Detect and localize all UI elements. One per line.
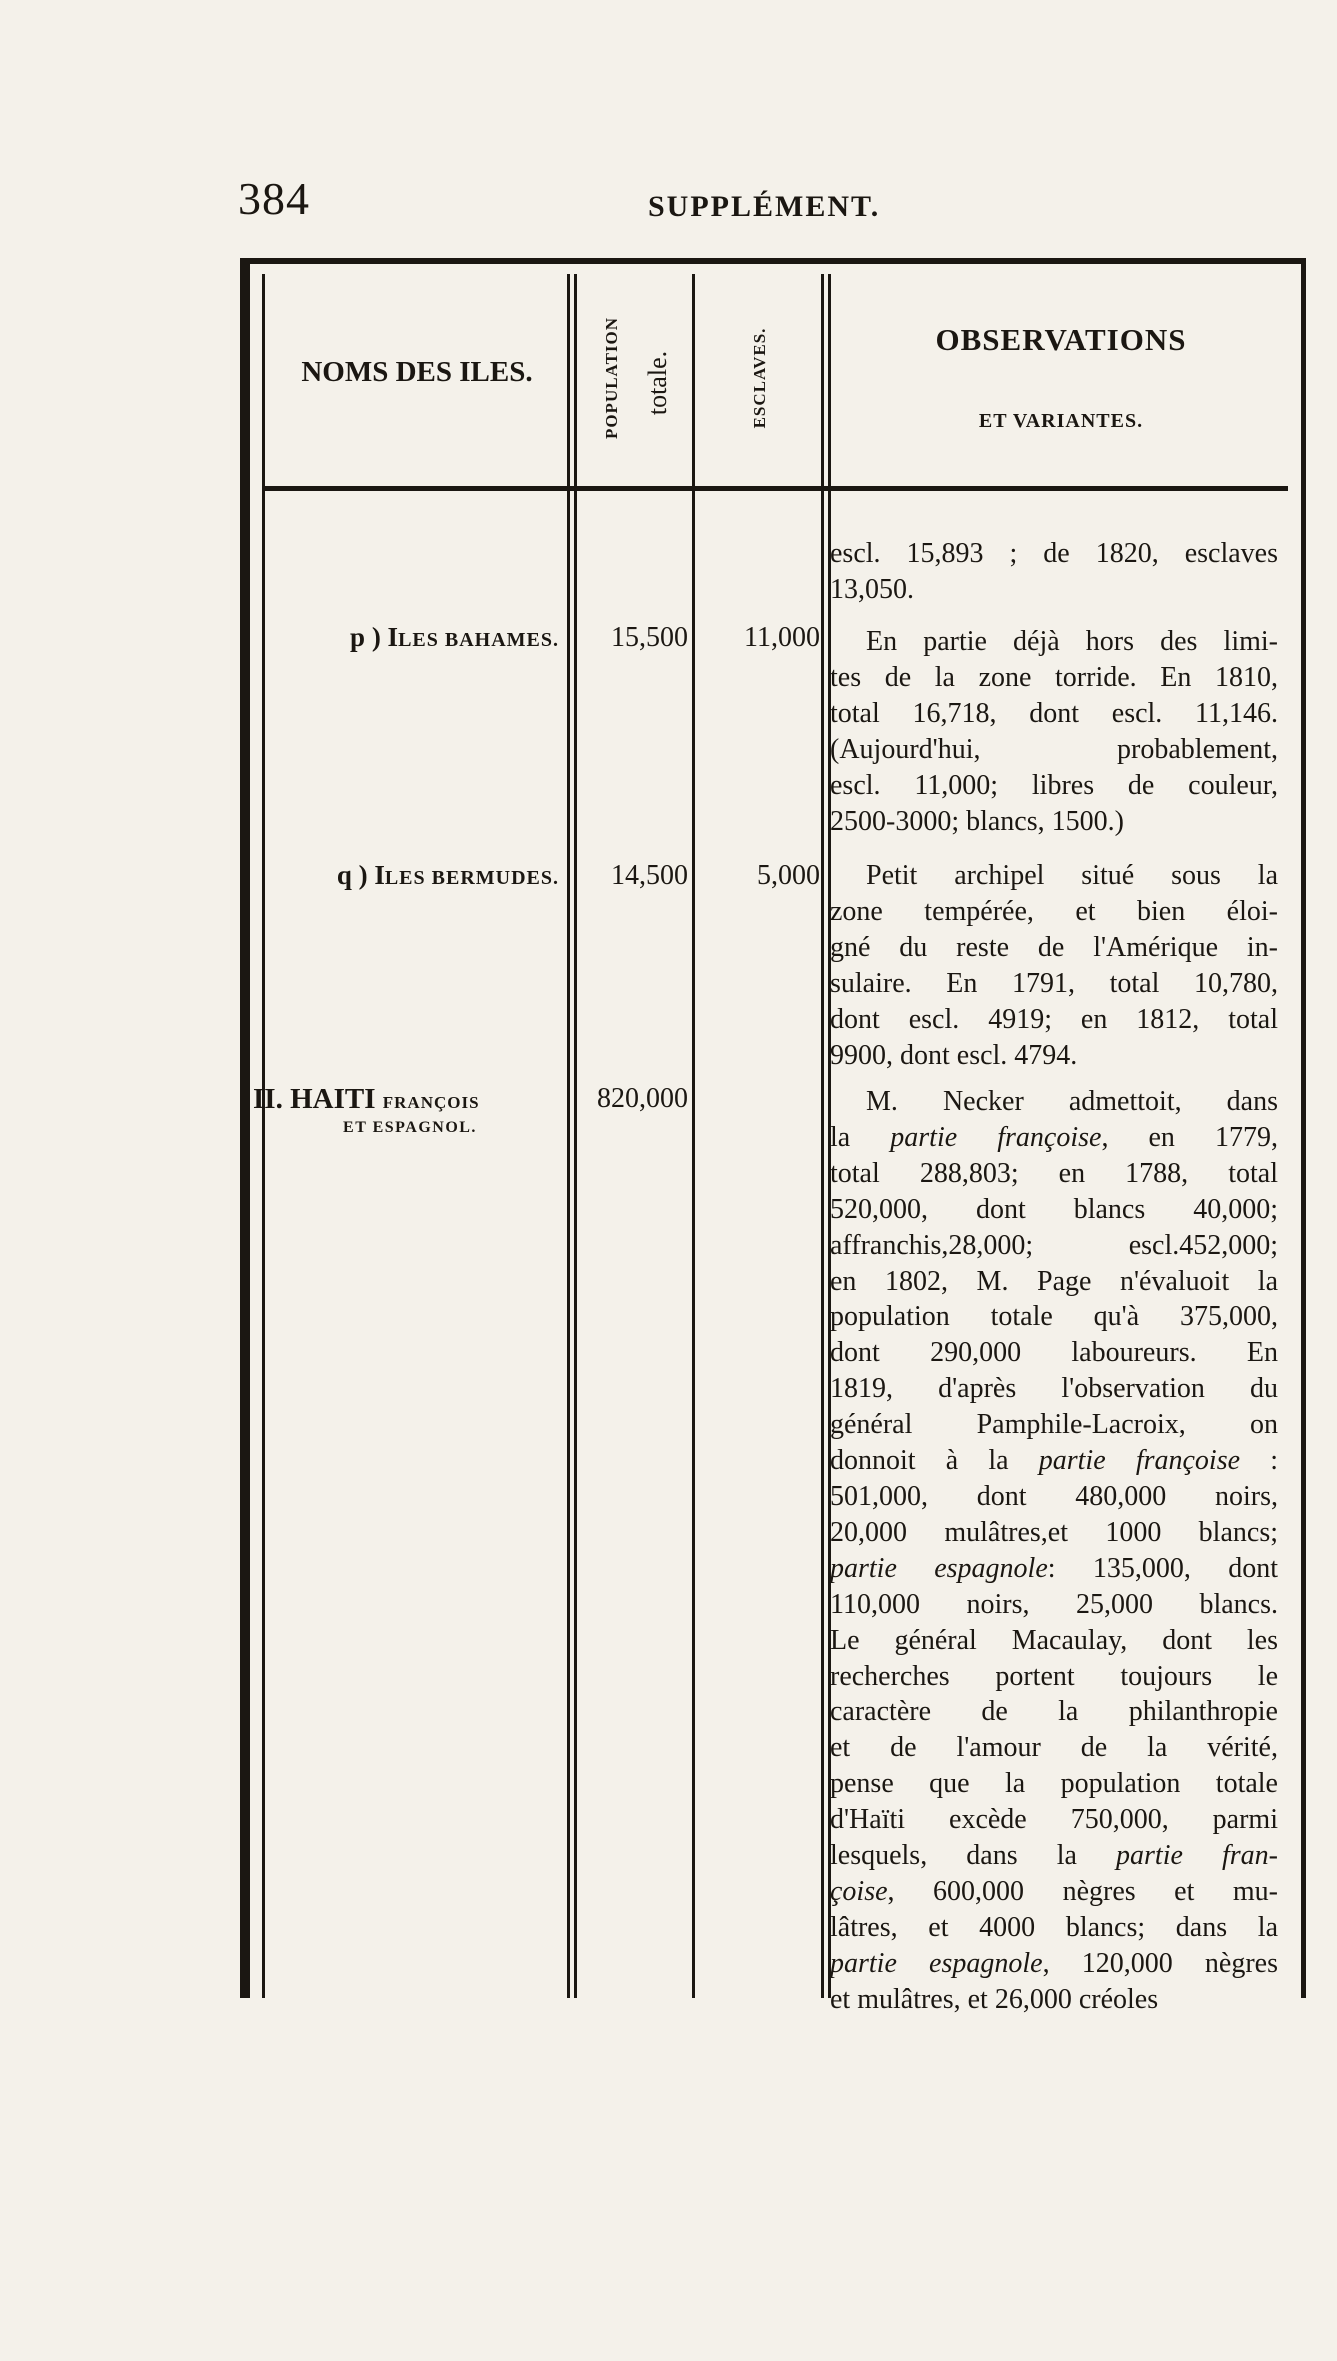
observation-line: sulaire. En 1791, total 10,780, [830, 967, 1278, 999]
column-rule [574, 274, 577, 1998]
header-rule [264, 486, 1288, 491]
observation-line: général Pamphile-Lacroix, on [830, 1409, 1278, 1441]
column-rule [567, 274, 570, 1998]
column-header-population: POPULATION [602, 316, 621, 440]
observation-line: total 16,718, dont escl. 11,146. [830, 697, 1278, 729]
observation-line: et mulâtres, et 26,000 créoles [830, 1983, 1159, 2015]
column-header-esclaves: ESCLAVES. [750, 327, 769, 429]
population-value: 820,000 [597, 1083, 688, 1114]
observation-line: (Aujourd'hui, probablement, [830, 733, 1278, 765]
observation-line: 520,000, dont blancs 40,000; [830, 1193, 1278, 1225]
population-value: 15,500 [611, 622, 688, 653]
column-header-names: NOMS DES ILES. [301, 356, 533, 388]
observation-line: partie espagnole: 135,000, dont [830, 1552, 1279, 1584]
column-rule [821, 274, 824, 1998]
observation-line: dont escl. 4919; en 1812, total [830, 1003, 1278, 1035]
observation-line: 2500-3000; blancs, 1500.) [830, 805, 1124, 837]
observation-line: lesquels, dans la partie fran- [830, 1840, 1278, 1872]
column-header-population-sub: totale. [643, 350, 672, 416]
esclaves-value: 11,000 [744, 622, 820, 653]
observation-line: escl. 11,000; libres de couleur, [830, 769, 1278, 801]
observation-line: 1819, d'après l'observation du [830, 1373, 1278, 1405]
observation-line: en 1802, M. Page n'évaluoit la [830, 1265, 1278, 1297]
observation-line: donnoit à la partie françoise : [830, 1445, 1278, 1477]
observation-line: tes de la zone torride. En 1810, [830, 661, 1278, 693]
column-header-observations: OBSERVATIONS [935, 322, 1187, 357]
observation-line: pense que la population totale [830, 1768, 1278, 1800]
observation-line: caractère de la philanthropie [830, 1696, 1278, 1728]
island-name-bahames: p ) ILES BAHAMES. [350, 622, 559, 652]
observation-line: çoise, 600,000 nègres et mu- [830, 1875, 1278, 1907]
observations-bermudes [830, 858, 1278, 1073]
observations-continuation [830, 536, 1278, 608]
column-header-observations-sub: ET VARIANTES. [978, 410, 1144, 432]
observation-line: escl. 15,893 ; de 1820, esclaves [830, 538, 1278, 569]
observation-line: 501,000, dont 480,000 noirs, [830, 1480, 1278, 1512]
observation-line: 20,000 mulâtres,et 1000 blancs; [830, 1516, 1278, 1548]
observation-line: M. Necker admettoit, dans [866, 1086, 1278, 1117]
column-rule [262, 274, 265, 1998]
observation-line: gné du reste de l'Amérique in- [830, 931, 1278, 963]
observation-line: partie espagnole, 120,000 nègres [830, 1947, 1279, 1979]
observation-line: dont 290,000 laboureurs. En [830, 1337, 1278, 1369]
observation-line: 9900, dont escl. 4794. [830, 1039, 1078, 1071]
observation-line: En partie déjà hors des limi- [866, 626, 1278, 657]
observation-line: 13,050. [830, 573, 914, 605]
observation-line: 110,000 noirs, 25,000 blancs. [830, 1588, 1278, 1620]
observation-line: et de l'amour de la vérité, [830, 1732, 1278, 1764]
observation-line: Petit archipel situé sous la [866, 860, 1278, 891]
observation-line: recherches portent toujours le [830, 1660, 1278, 1692]
esclaves-value: 5,000 [757, 860, 820, 891]
observation-line: affranchis,28,000; escl.452,000; [830, 1229, 1278, 1261]
observation-line: Le général Macaulay, dont les [830, 1624, 1278, 1656]
island-name-bermudes: q ) ILES BERMUDES. [336, 860, 559, 890]
population-value: 14,500 [611, 860, 688, 891]
observation-line: zone tempérée, et bien éloi- [830, 895, 1278, 927]
observation-line: la partie françoise, en 1779, [830, 1121, 1278, 1153]
observation-line: total 288,803; en 1788, total [830, 1157, 1278, 1189]
observations-bahames [830, 624, 1278, 839]
observation-line: d'Haïti excède 750,000, parmi [830, 1804, 1278, 1836]
observations-haiti [830, 1084, 1278, 2018]
observation-line: lâtres, et 4000 blancs; dans la [830, 1911, 1278, 1943]
observation-line: population totale qu'à 375,000, [830, 1301, 1278, 1333]
page-number: 384 [238, 173, 310, 224]
island-name-haiti-sub: ET ESPAGNOL. [343, 1119, 477, 1136]
column-rule [692, 274, 695, 1998]
island-name-haiti: II. HAITI FRANÇOIS [253, 1083, 480, 1115]
running-head: SUPPLÉMENT. [648, 190, 881, 223]
